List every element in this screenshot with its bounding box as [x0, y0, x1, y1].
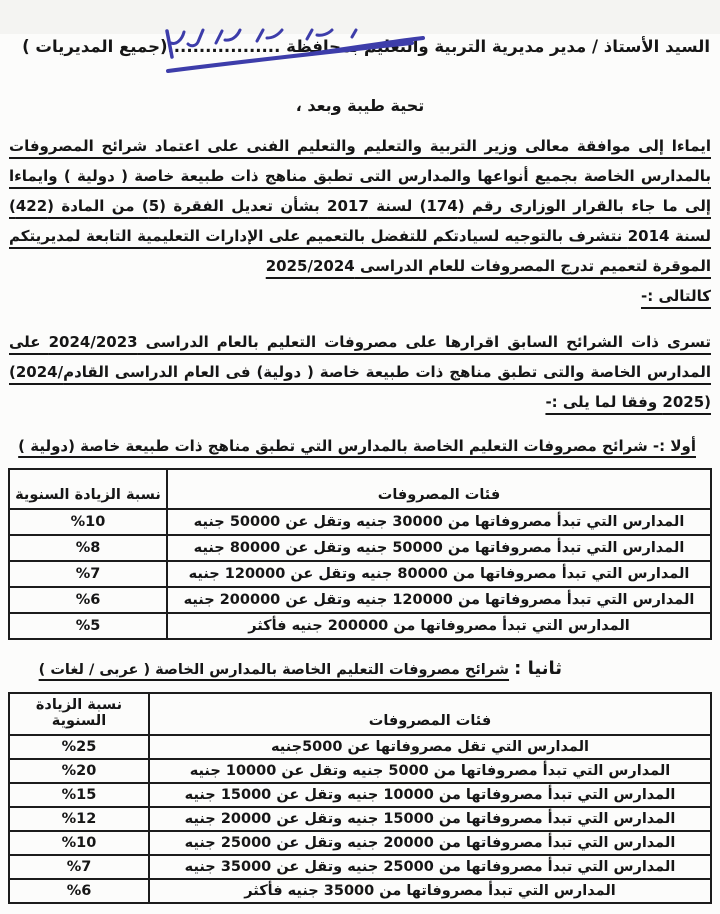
- fee-bracket-row: [9, 509, 711, 535]
- fee-category-cell: المدارس التي تبدأ مصروفاتها من 50000 جنيه وتقل عن 80000 جنيه: [167, 535, 711, 561]
- table-header-row: [9, 469, 711, 509]
- increase-rate-cell: %10: [9, 509, 167, 535]
- section-first-heading: أولا :- شرائح مصروفات التعليم الخاصة بالمدارس التي تطبق مناهج ذات طبيعة خاصة (دولية ): [18, 437, 696, 455]
- fee-category-cell: المدارس التي تبدأ مصروفاتها من 10000 جنيه وتقل عن 15000 جنيه: [149, 783, 711, 807]
- increase-rate-cell: %8: [9, 535, 167, 561]
- column-header-fee-categories: فئات المصروفات: [167, 469, 711, 509]
- column-header-annual-increase: نسبة الزيادة السنوية: [9, 469, 167, 509]
- increase-rate-cell: %6: [9, 879, 149, 903]
- fee-category-cell: المدارس التي تبدأ مصروفاتها من 200000 جنيه فأكثر: [167, 613, 711, 639]
- increase-rate-cell: %10: [9, 831, 149, 855]
- fee-bracket-row: [9, 831, 711, 855]
- table-body: [9, 735, 711, 903]
- fee-bracket-row: [9, 613, 711, 639]
- increase-rate-cell: %7: [9, 561, 167, 587]
- increase-rate-cell: %15: [9, 783, 149, 807]
- fee-category-cell: المدارس التي تبدأ مصروفاتها من 20000 جنيه وتقل عن 25000 جنيه: [149, 831, 711, 855]
- fee-category-cell: المدارس التي تبدأ مصروفاتها من 5000 جنيه وتقل عن 10000 جنيه: [149, 759, 711, 783]
- applicability-paragraph: تسرى ذات الشرائح السابق اقرارها على مصروفات التعليم بالعام الدراسى 2024/2023 على المدارس الخاصة والتى تطبق مناهج ذات طبيعة خاصة ( دولية) فى العام الدراسى القادم⁦(2024/ 2025)⁩ وفقا لما يلى :-: [9, 333, 711, 411]
- fee-bracket-row: [9, 759, 711, 783]
- intro-paragraph: ايماءا إلى موافقة معالى وزير التربية والتعليم والتعليم الفنى على اعتماد شرائح المصروفات بالمدارس الخاصة بجميع أنواعها والمدارس التى تطبق مناهج ذات طبيعة خاصة ( دولية ) وايماءا إلى ما جاء بالقرار الوزارى رقم (174) لسنة 2017 بشأن تعديل الفقرة (5) من المادة (422) لسنة 2014 نتشرف بالتوجيه لسيادتكم للتفضل بالتعميم على الإدارات التعليمية التابعة لمديريتكم الموقرة لتعميم تدرج المصروفات للعام الدراسى 2025/2024: [9, 137, 712, 275]
- table-body: [9, 509, 711, 639]
- international-schools-fees-table: [8, 468, 712, 640]
- fee-bracket-row: [9, 879, 711, 903]
- fee-bracket-row: [9, 783, 711, 807]
- increase-rate-cell: %12: [9, 807, 149, 831]
- fee-category-cell: المدارس التي تبدأ مصروفاتها من 15000 جنيه وتقل عن 20000 جنيه: [149, 807, 711, 831]
- section-second-title: شرائح مصروفات التعليم الخاصة بالمدارس الخاصة ( عربى / لغات ): [38, 662, 510, 678]
- intro-paragraph-tail: كالتالى :-: [641, 287, 711, 305]
- increase-rate-cell: %20: [9, 759, 149, 783]
- column-header-fee-categories: فئات المصروفات: [149, 693, 711, 735]
- recipient-line: السيد الأستاذ / مدير مديرية التربية والتعليم بمحافظة ..................(جميع المديريات ): [22, 37, 710, 56]
- fee-category-cell: المدارس التي تبدأ مصروفاتها من 80000 جنيه وتقل عن 120000 جنيه: [167, 561, 711, 587]
- column-header-annual-increase: نسبة الزيادة السنوية: [9, 693, 149, 735]
- increase-rate-cell: %7: [9, 855, 149, 879]
- fee-bracket-row: [9, 735, 711, 759]
- fee-bracket-row: [9, 561, 711, 587]
- section-second-heading: [9, 658, 562, 679]
- increase-rate-cell: %6: [9, 587, 167, 613]
- fee-bracket-row: [9, 855, 711, 879]
- greeting-line: تحية طيبة وبعد ،: [295, 96, 425, 115]
- section-second-label: ثانيا :: [514, 658, 562, 679]
- increase-rate-cell: %5: [9, 613, 167, 639]
- fee-category-cell: المدارس التي تقل مصروفاتها عن 5000جنيه: [149, 735, 711, 759]
- fee-category-cell: المدارس التي تبدأ مصروفاتها من 30000 جنيه وتقل عن 50000 جنيه: [167, 509, 711, 535]
- document-page: [0, 34, 720, 914]
- fee-bracket-row: [9, 535, 711, 561]
- fee-category-cell: المدارس التي تبدأ مصروفاتها من 25000 جنيه وتقل عن 35000 جنيه: [149, 855, 711, 879]
- fee-category-cell: المدارس التي تبدأ مصروفاتها من 35000 جنيه فأكثر: [149, 879, 711, 903]
- fee-category-cell: المدارس التي تبدأ مصروفاتها من 120000 جنيه وتقل عن 200000 جنيه: [167, 587, 711, 613]
- increase-rate-cell: %25: [9, 735, 149, 759]
- arabic-language-schools-fees-table: [8, 692, 712, 904]
- fee-bracket-row: [9, 587, 711, 613]
- table-header-row: [9, 693, 711, 735]
- fee-bracket-row: [9, 807, 711, 831]
